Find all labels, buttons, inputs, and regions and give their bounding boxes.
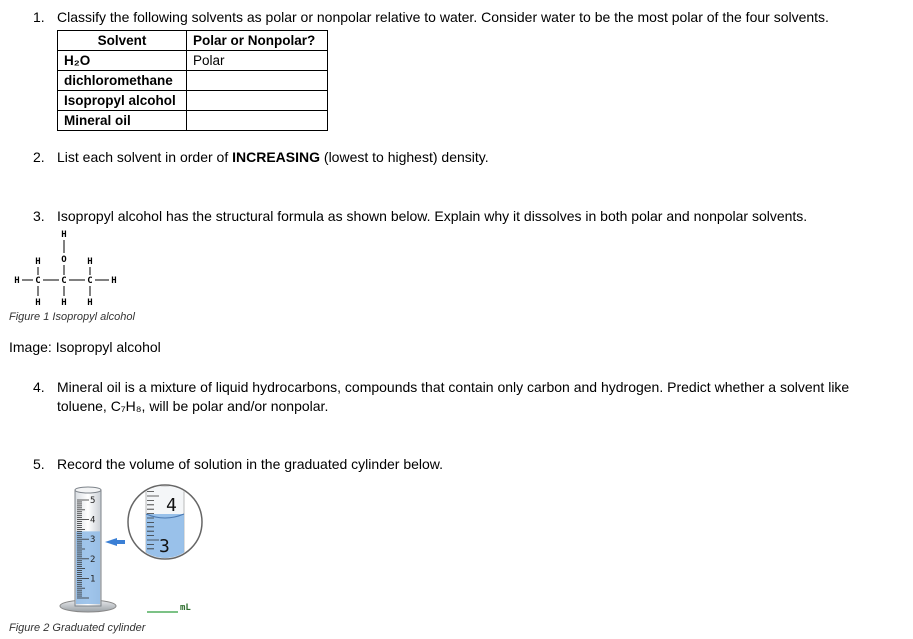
bond-lines	[22, 240, 109, 296]
atom-h-right: H	[111, 276, 117, 286]
atom-h-lower-center: H	[61, 298, 67, 308]
question-4-line-2: toluene, C₇H₈, will be polar and/or nonpolar.	[57, 398, 329, 414]
unit-label: mL	[180, 603, 191, 613]
atom-h-top: H	[61, 230, 67, 240]
image-label: Image: Isopropyl alcohol	[9, 339, 161, 355]
question-number: 3.	[33, 208, 45, 224]
atom-h-left: H	[14, 276, 20, 286]
answer-cell[interactable]	[187, 91, 328, 111]
zoom-label-upper: 4	[166, 495, 177, 516]
question-1	[33, 8, 829, 27]
zoom-label-lower: 3	[159, 536, 170, 557]
table-row	[58, 111, 328, 131]
isopropyl-alcohol-structure	[8, 226, 138, 310]
solvent-cell: H₂O	[58, 51, 187, 71]
table-row	[58, 51, 328, 71]
header-solvent: Solvent	[58, 31, 187, 51]
answer-cell[interactable]: Polar	[187, 51, 328, 71]
header-polarity: Polar or Nonpolar?	[187, 31, 328, 51]
atom-h-upper-left: H	[35, 257, 41, 267]
scale-label: 4	[90, 515, 96, 526]
atom-c-right: C	[87, 276, 93, 286]
table-row	[58, 71, 328, 91]
atom-c-left: C	[35, 276, 41, 286]
question-text: (lowest to highest) density.	[320, 149, 489, 165]
question-number: 5.	[33, 456, 45, 472]
question-3	[33, 207, 807, 226]
solvent-cell: Mineral oil	[58, 111, 187, 131]
atom-c-center: C	[61, 276, 67, 286]
graduated-cylinder-figure	[55, 482, 215, 618]
answer-cell[interactable]	[187, 111, 328, 131]
question-text: Classify the following solvents as polar or nonpolar relative to water. Consider water to be the most polar of the four solvents.	[57, 9, 829, 25]
scale-label: 3	[90, 535, 96, 546]
question-2	[33, 148, 489, 167]
cylinder-rim	[75, 487, 101, 493]
question-text: Mineral oil is a mixture of liquid hydrocarbons, compounds that contain only carbon and hydrogen. Predict whether a solvent like	[57, 379, 850, 395]
solvent-cell: Isopropyl alcohol	[58, 91, 187, 111]
atom-o: O	[61, 255, 67, 265]
figure-1-caption: Figure 1 Isopropyl alcohol	[9, 311, 135, 323]
solvent-cell: dichloromethane	[58, 71, 187, 91]
atom-h-lower-right: H	[87, 298, 93, 308]
table-header-row	[58, 31, 328, 51]
question-4	[33, 378, 849, 397]
pointer-arrow-icon	[105, 538, 125, 546]
scale-label: 1	[90, 574, 96, 585]
emphasis-text: INCREASING	[232, 149, 321, 165]
question-text: Isopropyl alcohol has the structural formula as shown below. Explain why it dissolves in both polar and nonpolar solvents.	[57, 208, 808, 224]
answer-cell[interactable]	[187, 71, 328, 91]
question-text: Record the volume of solution in the graduated cylinder below.	[57, 456, 444, 472]
solvent-table	[57, 30, 328, 131]
question-text: List each solvent in order of	[57, 149, 233, 165]
scale-label: 5	[90, 496, 96, 506]
question-number: 4.	[33, 379, 45, 395]
question-number: 1.	[33, 9, 45, 25]
question-number: 2.	[33, 149, 45, 165]
figure-2-caption: Figure 2 Graduated cylinder	[9, 622, 146, 634]
scale-label: 2	[90, 554, 96, 565]
atom-h-upper-right: H	[87, 257, 93, 267]
table-row	[58, 91, 328, 111]
cylinder-liquid	[76, 531, 100, 604]
question-5	[33, 455, 443, 474]
atom-h-lower-left: H	[35, 298, 41, 308]
